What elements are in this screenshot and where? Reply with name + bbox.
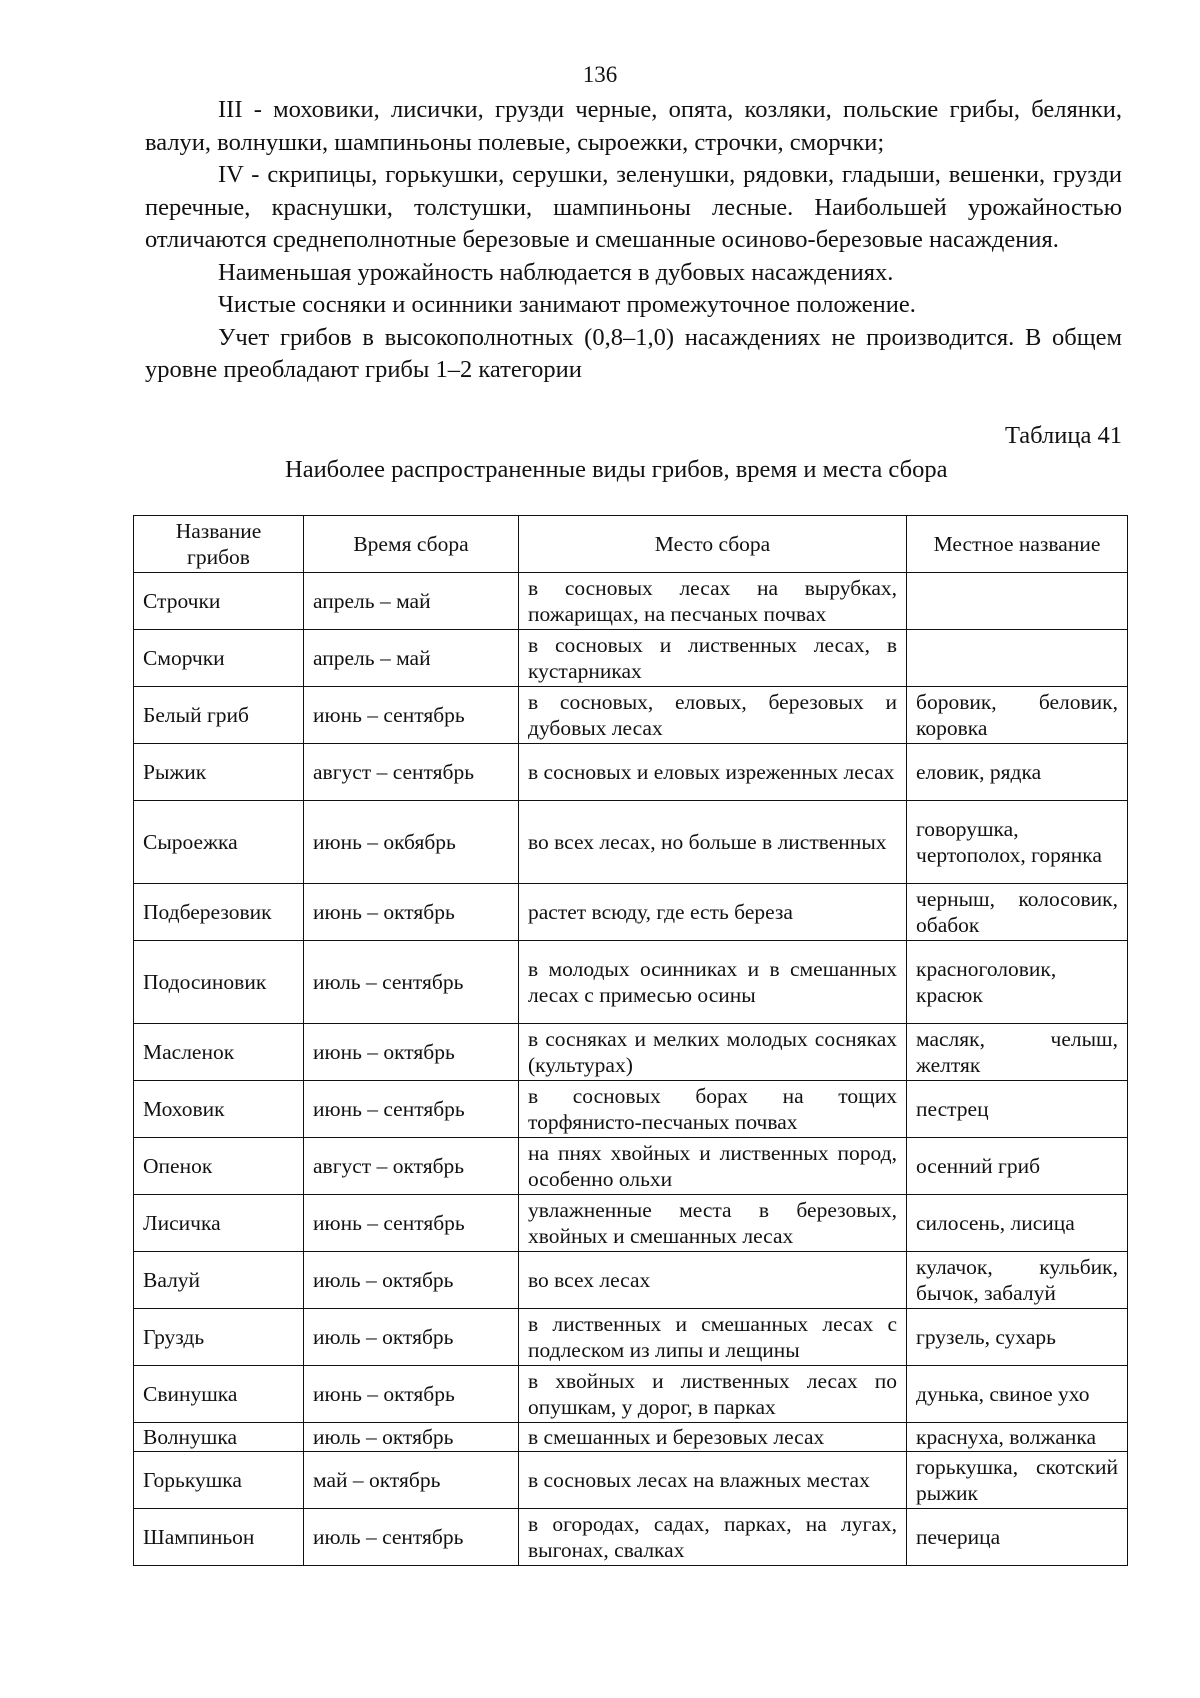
cell-time: май – октябрь: [304, 1452, 519, 1509]
cell-local-name: красноголовик, красюк: [907, 941, 1128, 1024]
cell-name: Сморчки: [134, 630, 304, 687]
cell-name: Груздь: [134, 1309, 304, 1366]
cell-name: Подосиновик: [134, 941, 304, 1024]
table-row: [134, 1081, 1128, 1138]
cell-place: в сосняках и мелких молодых сосняках (культурах): [519, 1024, 907, 1081]
cell-place: во всех лесах: [519, 1252, 907, 1309]
cell-time: июнь – сентябрь: [304, 1081, 519, 1138]
cell-local-name: горькушка, скотский рыжик: [907, 1452, 1128, 1509]
cell-local-name: кулачок, кульбик, бычок, забалуй: [907, 1252, 1128, 1309]
cell-name: Строчки: [134, 573, 304, 630]
cell-local-name: печерица: [907, 1509, 1128, 1566]
cell-place: в сосновых, еловых, березовых и дубовых лесах: [519, 687, 907, 744]
cell-local-name: дунька, свиное ухо: [907, 1366, 1128, 1423]
table-row: [134, 1423, 1128, 1452]
cell-time: июнь – сентябрь: [304, 1195, 519, 1252]
cell-place: в сосновых лесах на вырубках, пожарищах, на песчаных почвах: [519, 573, 907, 630]
cell-place: в лиственных и смешанных лесах с подлеском из липы и лещины: [519, 1309, 907, 1366]
cell-place: в сосновых лесах на влажных местах: [519, 1452, 907, 1509]
table-row: [134, 744, 1128, 801]
cell-time: август – октябрь: [304, 1138, 519, 1195]
cell-place: на пнях хвойных и лиственных пород, особенно ольхи: [519, 1138, 907, 1195]
table-row: [134, 884, 1128, 941]
cell-place: во всех лесах, но больше в лиственных: [519, 801, 907, 884]
cell-time: июнь – октябрь: [304, 1366, 519, 1423]
cell-time: апрель – май: [304, 573, 519, 630]
cell-name: Моховик: [134, 1081, 304, 1138]
table-row: [134, 630, 1128, 687]
cell-name: Шампиньон: [134, 1509, 304, 1566]
table-row: [134, 1366, 1128, 1423]
header-name: Название грибов: [134, 516, 304, 573]
cell-place: в хвойных и лиственных лесах по опушкам, у дорог, в парках: [519, 1366, 907, 1423]
cell-name: Сыроежка: [134, 801, 304, 884]
cell-local-name: силосень, лисица: [907, 1195, 1128, 1252]
cell-local-name: краснуха, волжанка: [907, 1423, 1128, 1452]
cell-local-name: черныш, колосовик, обабок: [907, 884, 1128, 941]
paragraph-pine-aspen: Чистые сосняки и осинники занимают промежуточное положение.: [218, 291, 916, 318]
cell-place: в смешанных и березовых лесах: [519, 1423, 907, 1452]
cell-local-name: боровик, беловик, коровка: [907, 687, 1128, 744]
cell-time: август – сентябрь: [304, 744, 519, 801]
cell-name: Белый гриб: [134, 687, 304, 744]
cell-local-name: [907, 630, 1128, 687]
cell-name: Масленок: [134, 1024, 304, 1081]
cell-place: растет всюду, где есть береза: [519, 884, 907, 941]
mushroom-table: [133, 515, 1128, 1566]
header-time: Время сбора: [304, 516, 519, 573]
cell-time: апрель – май: [304, 630, 519, 687]
cell-local-name: говорушка, чертополох, горянка: [907, 801, 1128, 884]
table-header-row: [134, 516, 1128, 573]
header-local-name: Местное название: [907, 516, 1128, 573]
cell-place: в огородах, садах, парках, на лугах, выгонах, свалках: [519, 1509, 907, 1566]
table-label: Таблица 41: [1004, 422, 1122, 449]
table-row: [134, 1252, 1128, 1309]
paragraph-category-3: III - моховики, лисички, грузди черные, опята, козляки, польские грибы, белянки, валуи, волнушки, шампиньоны полевые, сыроежки, строчки, сморчки;: [145, 96, 1122, 156]
table-row: [134, 573, 1128, 630]
cell-local-name: еловик, рядка: [907, 744, 1128, 801]
table-row: [134, 1024, 1128, 1081]
cell-name: Свинушка: [134, 1366, 304, 1423]
cell-name: Рыжик: [134, 744, 304, 801]
cell-place: увлажненные места в березовых, хвойных и смешанных лесах: [519, 1195, 907, 1252]
cell-local-name: масляк, челыш, желтяк: [907, 1024, 1128, 1081]
table-row: [134, 1452, 1128, 1509]
paragraph-category-4: IV - скрипицы, горькушки, серушки, зеленушки, рядовки, гладыши, вешенки, грузди перечные, краснушки, толстушки, шампиньоны лесные. Наибольшей урожайностью отличаются среднеполнотные березовые и смешанные осиново-березовые насаждения.: [145, 161, 1122, 253]
cell-name: Валуй: [134, 1252, 304, 1309]
table-row: [134, 1509, 1128, 1566]
cell-name: Горькушка: [134, 1452, 304, 1509]
cell-place: в сосновых и лиственных лесах, в кустарниках: [519, 630, 907, 687]
cell-place: в сосновых и еловых изреженных лесах: [519, 744, 907, 801]
cell-name: Подберезовик: [134, 884, 304, 941]
cell-name: Лисичка: [134, 1195, 304, 1252]
cell-time: июль – октябрь: [304, 1309, 519, 1366]
body-text: [145, 94, 1122, 387]
table-row: [134, 801, 1128, 884]
cell-time: июль – сентябрь: [304, 1509, 519, 1566]
table-row: [134, 1309, 1128, 1366]
table-row: [134, 1195, 1128, 1252]
cell-time: июнь – октябрь: [304, 1024, 519, 1081]
cell-name: Волнушка: [134, 1423, 304, 1452]
cell-local-name: [907, 573, 1128, 630]
paragraph-accounting: Учет грибов в высокополнотных (0,8–1,0) насаждениях не производится. В общем уровне преобладают грибы 1–2 категории: [145, 323, 1122, 383]
cell-time: июнь – сентябрь: [304, 687, 519, 744]
cell-place: в молодых осинниках и в смешанных лесах с примесью осины: [519, 941, 907, 1024]
paragraph-oak-yield: Наименьшая урожайность наблюдается в дубовых насаждениях.: [218, 258, 894, 286]
cell-local-name: грузель, сухарь: [907, 1309, 1128, 1366]
table-row: [134, 687, 1128, 744]
cell-local-name: пестрец: [907, 1081, 1128, 1138]
cell-local-name: осенний гриб: [907, 1138, 1128, 1195]
table-title: Наиболее распространенные виды грибов, время и места сбора: [285, 456, 948, 483]
cell-time: июль – октябрь: [304, 1423, 519, 1452]
table-row: [134, 941, 1128, 1024]
cell-time: июнь – окбябрь: [304, 801, 519, 884]
table-row: [134, 1138, 1128, 1195]
cell-time: июль – сентябрь: [304, 941, 519, 1024]
cell-time: июль – октябрь: [304, 1252, 519, 1309]
cell-place: в сосновых борах на тощих торфянисто-песчаных почвах: [519, 1081, 907, 1138]
header-place: Место сбора: [519, 516, 907, 573]
cell-name: Опенок: [134, 1138, 304, 1195]
cell-time: июнь – октябрь: [304, 884, 519, 941]
page-number: 136: [582, 62, 618, 87]
